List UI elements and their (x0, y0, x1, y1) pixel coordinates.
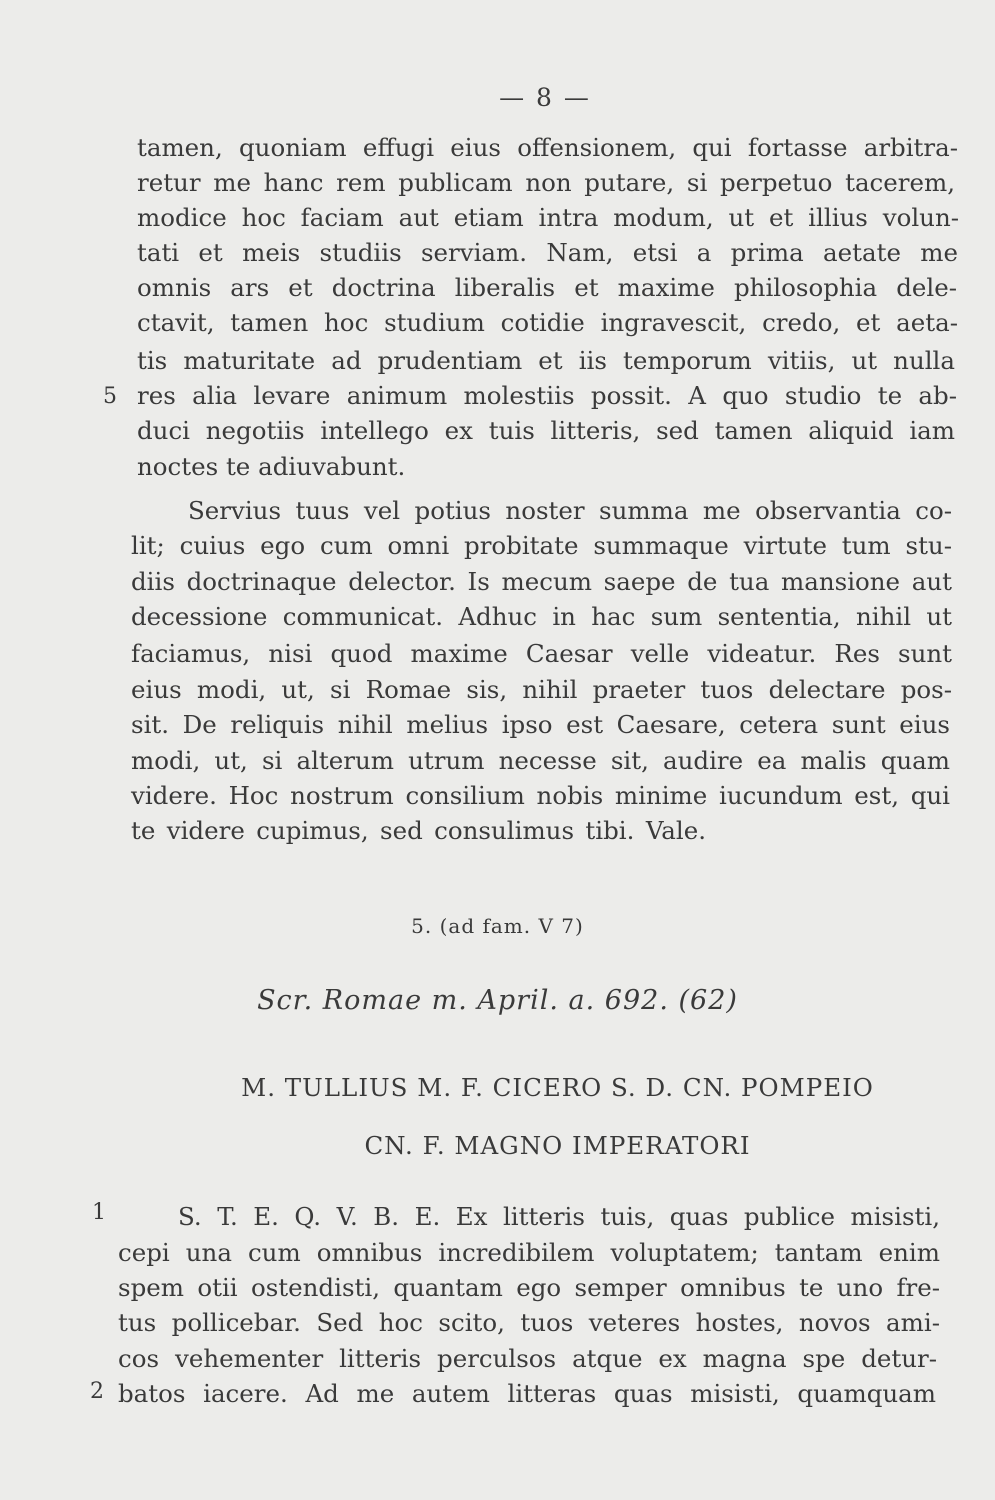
page-number: — 8 — (499, 83, 591, 112)
text-line: cos vehementer litteris perculsos atque ex magna spe detur- (118, 1344, 937, 1373)
address-line-1: M. TULLIUS M. F. CICERO S. D. CN. POMPEIO (241, 1073, 874, 1102)
text-line: te videre cupimus, sed consulimus tibi. Vale. (131, 816, 706, 845)
text-line: cepi una cum omnibus incredibilem voluptatem; tantam enim (118, 1238, 940, 1267)
margin-line-number: 1 (92, 1200, 106, 1225)
text-line: omnis ars et doctrina liberalis et maxime philosophia dele- (137, 273, 957, 302)
text-line: sit. De reliquis nihil melius ipso est Caesare, cetera sunt eius (131, 710, 950, 739)
text-line: diis doctrinaque delector. Is mecum saepe de tua mansione aut (131, 567, 952, 596)
text-line: noctes te adiuvabunt. (137, 452, 406, 481)
text-line: batos iacere. Ad me autem litteras quas misisti, quamquam (118, 1379, 936, 1408)
text-line: Servius tuus vel potius noster summa me observantia co- (188, 496, 952, 525)
text-line: tus pollicebar. Sed hoc scito, tuos veteres hostes, novos ami- (118, 1308, 940, 1337)
margin-line-number: 2 (90, 1379, 104, 1404)
letter-number: 5. (ad fam. V 7) (411, 914, 584, 938)
text-line: tati et meis studiis serviam. Nam, etsi a prima aetate me (137, 238, 958, 267)
address-line-2: CN. F. MAGNO IMPERATORI (364, 1131, 751, 1160)
text-line: modi, ut, si alterum utrum necesse sit, audire ea malis quam (131, 746, 950, 775)
text-line: spem otii ostendisti, quantam ego semper omnibus te uno fre- (118, 1273, 940, 1302)
text-line: faciamus, nisi quod maxime Caesar velle videatur. Res sunt (131, 639, 952, 668)
text-line: videre. Hoc nostrum consilium nobis minime iucundum est, qui (131, 781, 950, 810)
text-line: retur me hanc rem publicam non putare, si perpetuo tacerem, (137, 168, 955, 197)
text-line: decessione communicat. Adhuc in hac sum sententia, nihil ut (131, 602, 952, 631)
margin-line-number: 5 (103, 384, 117, 409)
text-line: res alia levare animum molestiis possit. A quo studio te ab- (137, 381, 957, 410)
text-line: lit; cuius ego cum omni probitate summaque virtute tum stu- (131, 531, 952, 560)
text-line: ctavit, tamen hoc studium cotidie ingravescit, credo, et aeta- (137, 308, 958, 337)
text-line: duci negotiis intellego ex tuis litteris, sed tamen aliquid iam (137, 416, 955, 445)
text-line: tamen, quoniam effugi eius offensionem, qui fortasse arbitra- (137, 133, 958, 162)
text-line: S. T. E. Q. V. B. E. Ex litteris tuis, quas publice misisti, (178, 1202, 940, 1231)
text-line: modice hoc faciam aut etiam intra modum, ut et illius volun- (137, 203, 959, 232)
text-line: tis maturitate ad prudentiam et iis temporum vitiis, ut nulla (137, 346, 955, 375)
date-line: Scr. Romae m. April. a. 692. (62) (257, 985, 738, 1016)
text-line: eius modi, ut, si Romae sis, nihil praeter tuos delectare pos- (131, 675, 952, 704)
